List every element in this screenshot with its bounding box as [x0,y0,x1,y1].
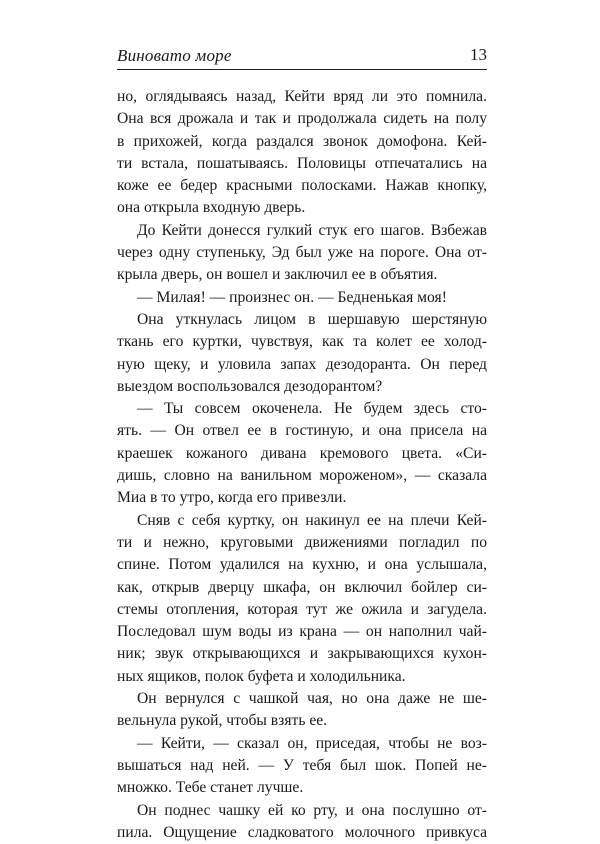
text-line: ную щеку, и уловила запах дезодоранта. Он перед [117,355,487,373]
text-line: крыла дверь, он вошел и заключил ее в объятия. [117,266,438,284]
text-line: ти встала, пошатываясь. Половицы отпечатались на [117,154,487,172]
text-line: через одну ступеньку, Эд был уже на пороге. Она от- [117,244,487,262]
header-divider [117,69,487,70]
text-line: спине. Потом удалился на кухню, и она услышала, [117,556,487,574]
text-line: Он вернулся с чашкой чая, но она даже не ше- [137,690,487,708]
text-line: дишь, словно на ванильном мороженом», — сказала [117,467,487,485]
text-line: Последовал шум воды из крана — он наполнил чай- [117,623,487,641]
text-line: стемы отопления, которая тут же ожила и загудела. [117,600,487,618]
text-line: Он поднес чашку ей ко рту, и она послушно от- [137,801,487,819]
text-line: ник; звук открывающихся и закрывающихся кухон- [117,645,487,663]
text-line: но, оглядываясь назад, Кейти вряд ли это помнила. [117,88,487,105]
text-line: вельнула рукой, чтобы взять ее. [117,712,328,730]
text-line: коже ее бедер красными полосками. Нажав кнопку, [117,177,487,195]
text-line: ных ящиков, полок буфета и холодильника. [117,667,406,685]
text-line: Миа в то утро, когда его привезли. [117,489,347,507]
text-line: краешек кожаного дивана кремового цвета. «Си- [117,444,487,462]
text-line: ткань его куртки, чувствуя, как та колет ее холод- [117,333,487,351]
text-line: вышаться над ней. — У тебя был шок. Попей не- [117,756,487,774]
text-line: пила. Ощущение сладковатого молочного привкуса [117,823,487,841]
book-title: Виновато море [117,46,232,65]
text-line: До Кейти донесся гулкий стук его шагов. Взбежав [137,221,487,239]
text-line: она открыла входную дверь. [117,199,306,217]
text-line: Она вся дрожала и так и продолжала сидеть на полу [117,110,487,128]
text-line: ять. — Он отвел ее в гостиную, и она присела на [117,422,487,440]
body-text [117,86,487,844]
text-line: как, открыв дверцу шкафа, он включил бойлер си- [117,578,487,596]
text-line: — Кейти, — сказал он, приседая, чтобы не воз- [137,734,487,752]
page-number: 13 [470,45,487,64]
text-line: Она уткнулась лицом в шершавую шерстяную [137,310,487,328]
running-head [117,46,487,68]
text-line: — Ты совсем окоченела. Не будем здесь сто- [137,400,487,418]
text-line: множко. Тебе станет лучше. [117,779,304,797]
text-line: — Милая! — произнес он. — Бедненькая моя! [137,288,447,306]
text-line: Сняв с себя куртку, он накинул ее на плечи Кей- [137,511,487,529]
text-line: ти и нежно, круговыми движениями погладил по [117,533,487,551]
text-line: в прихожей, когда раздался звонок домофона. Кей- [117,132,487,150]
text-line: выездом воспользовался дезодорантом? [117,377,383,395]
